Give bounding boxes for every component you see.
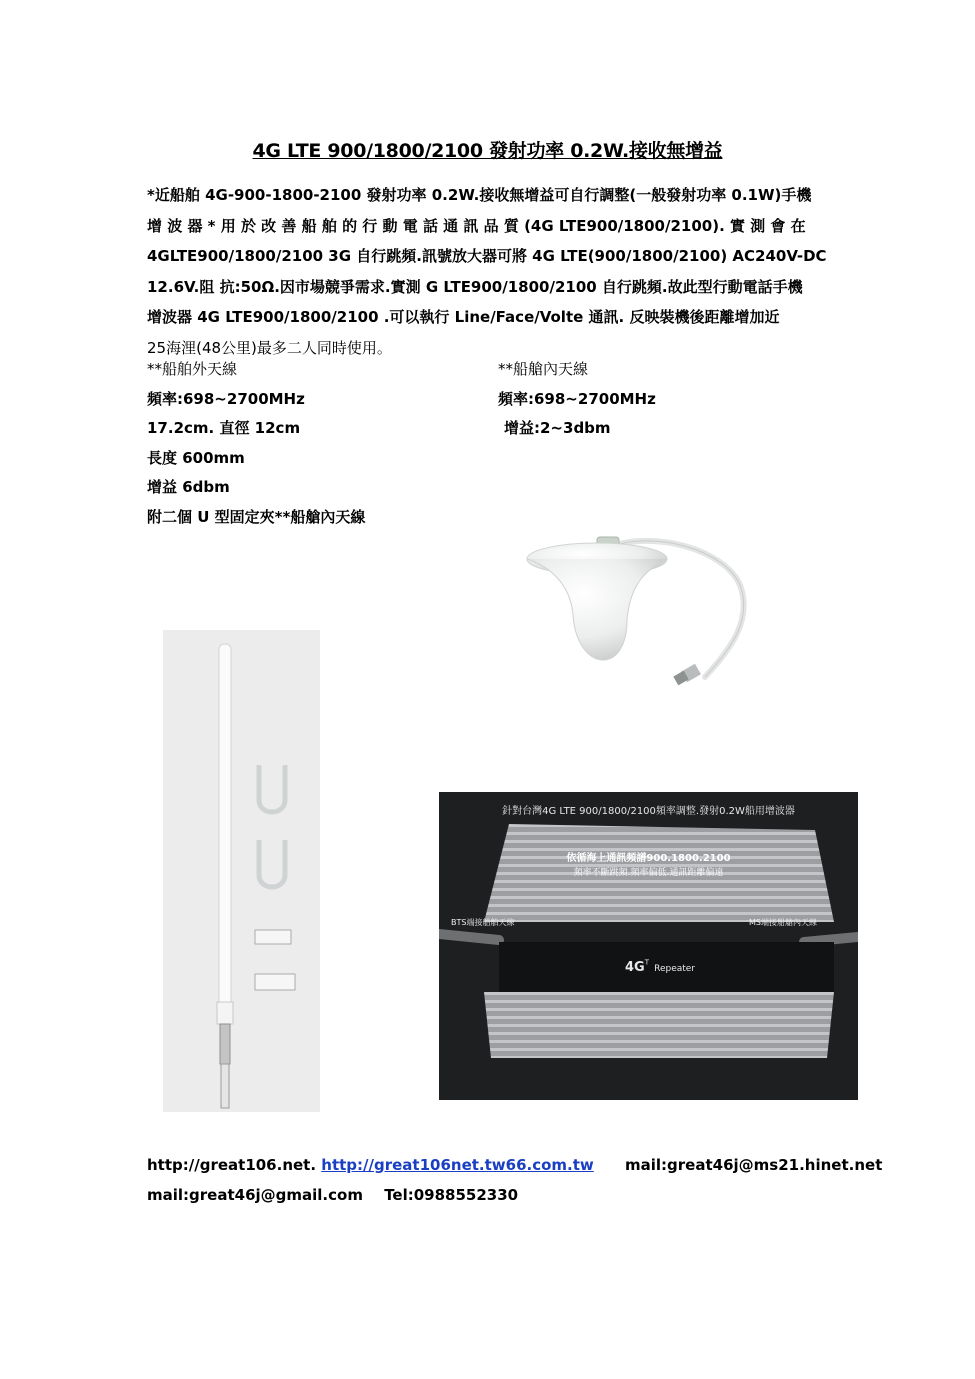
outer-antenna-frequency: 頻率:698~2700MHz bbox=[147, 389, 305, 408]
page-title: 4G LTE 900/1800/2100 發射功率 0.2W.接收無增益 bbox=[252, 140, 723, 162]
paragraph-line: 12.6V.阻 抗:50Ω.因市場競爭需求.實測 G LTE900/1800/2100 自行跳頻.故此型行動電話手機 bbox=[147, 277, 803, 296]
footer-url-2[interactable]: http://great106net.tw66.com.tw bbox=[321, 1156, 594, 1174]
footer-tel[interactable]: Tel:0988552330 bbox=[384, 1186, 519, 1204]
inner-antenna-specs bbox=[498, 355, 656, 444]
footer-mail-1[interactable]: mail:great46j@ms21.hinet.net bbox=[625, 1156, 883, 1174]
paragraph-line: *近船舶 4G-900-1800-2100 發射功率 0.2W.接收無增益可自行調整(一般發射功率 0.1W)手機 bbox=[147, 186, 812, 204]
paragraph-line: 4GLTE900/1800/2100 3G 自行跳頻.訊號放大器可將 4G LTE(900/1800/2100) AC240V-DC bbox=[147, 247, 827, 265]
repeater-photo bbox=[439, 792, 858, 1100]
inner-antenna-frequency: 頻率:698~2700MHz bbox=[498, 389, 656, 408]
outer-antenna-specs bbox=[147, 355, 365, 533]
footer-line-1 bbox=[147, 1156, 882, 1174]
inner-antenna-heading: **船艙內天線 bbox=[498, 360, 589, 378]
repeater-line-1: 依循海上通訊頻譜900.1800.2100 bbox=[566, 853, 731, 864]
repeater-brand bbox=[625, 956, 695, 975]
outer-antenna-length: 長度 600mm bbox=[147, 448, 245, 467]
repeater-caption: 針對台灣4G LTE 900/1800/2100頻率調整.發射0.2W船用增波器 bbox=[502, 806, 795, 817]
repeater-line-2: 頻率不斷跳頻.頻率偏低.通訊距離偏遠 bbox=[573, 868, 724, 878]
repeater-right-port-label: MS端接船艙內天線 bbox=[749, 918, 817, 927]
repeater-left-port-label: BTS端接船舶天線 bbox=[451, 918, 515, 927]
outer-antenna-heading: **船舶外天線 bbox=[147, 360, 238, 378]
footer-mail-2[interactable]: mail:great46j@gmail.com bbox=[147, 1186, 363, 1204]
repeater-model: Repeater bbox=[654, 964, 696, 974]
outer-antenna-size: 17.2cm. 直徑 12cm bbox=[147, 419, 301, 438]
outer-antenna-gain: 增益 6dbm bbox=[147, 478, 230, 497]
description-paragraph bbox=[147, 180, 830, 363]
repeater-brand-sup: T bbox=[644, 958, 649, 967]
outer-antenna-accessory: 附二個 U 型固定夾**船艙內天線 bbox=[147, 507, 366, 526]
paragraph-line: 增 波 器 * 用 於 改 善 船 舶 的 行 動 電 話 通 訊 品 質 (4G LTE900/1800/2100). 實 測 會 在 bbox=[147, 216, 806, 235]
footer-line-2 bbox=[147, 1186, 518, 1204]
paragraph-line: 25海浬(48公里)最多二人同時使用。 bbox=[147, 338, 392, 357]
repeater-brand-main: 4G bbox=[625, 960, 645, 975]
paragraph-line: 增波器 4G LTE900/1800/2100 .可以執行 Line/Face/Volte 通訊. 反映裝機後距離增加近 bbox=[147, 308, 780, 326]
ceiling-antenna-photo bbox=[515, 525, 765, 700]
footer-url-1[interactable]: http://great106.net. bbox=[147, 1156, 317, 1174]
outdoor-antenna-photo bbox=[163, 630, 320, 1112]
inner-antenna-gain: 增益:2~3dbm bbox=[504, 419, 611, 438]
